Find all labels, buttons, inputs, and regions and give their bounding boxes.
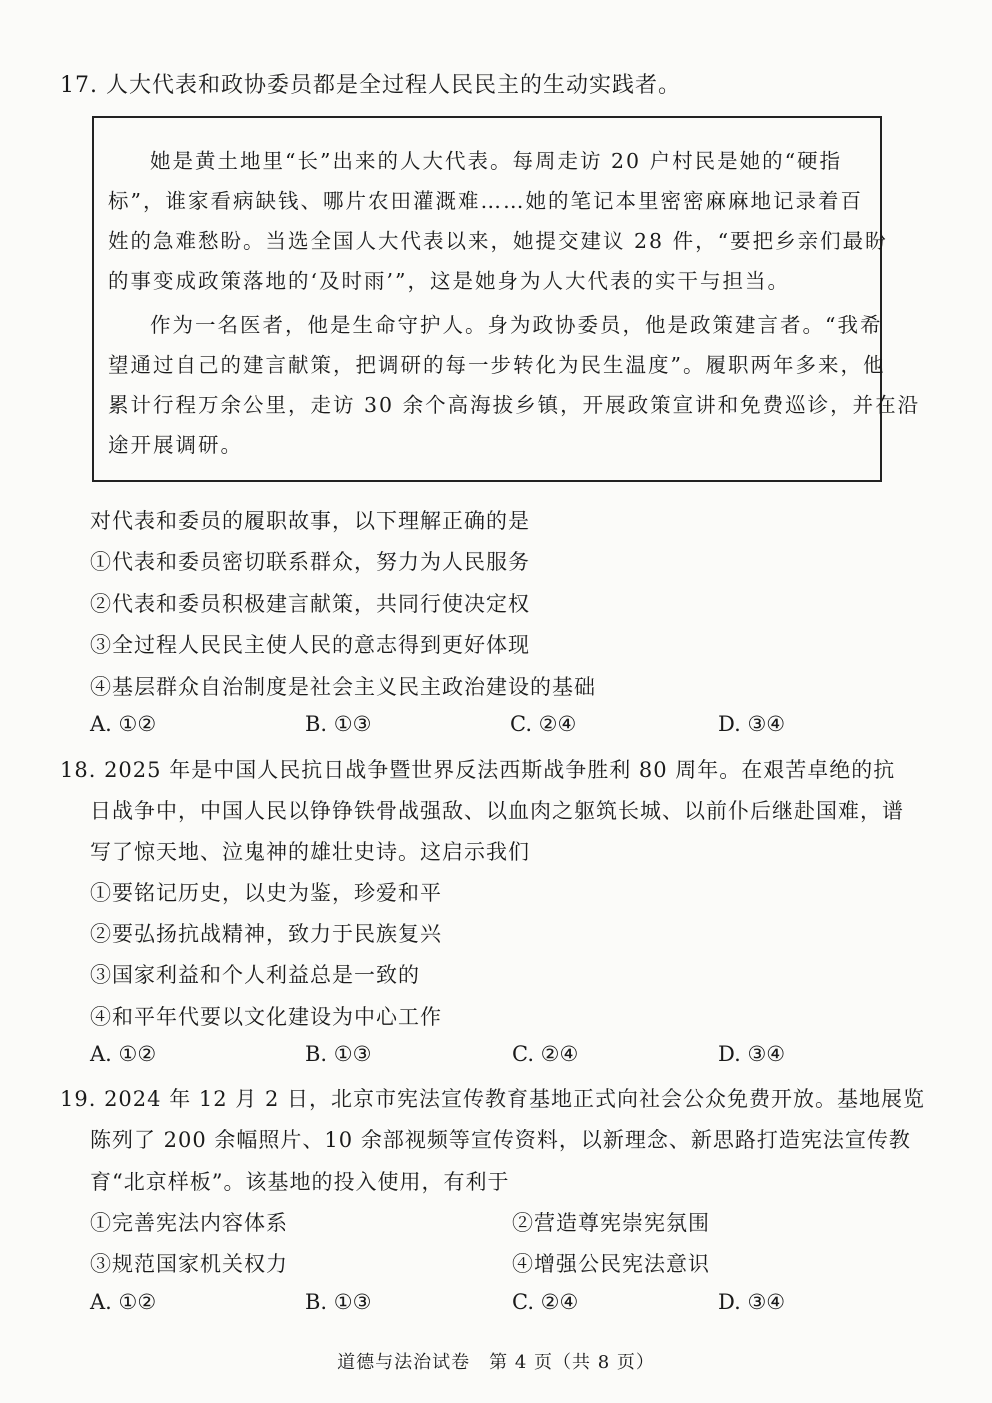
statement: ④基层群众自治制度是社会主义民主政治建设的基础 bbox=[90, 675, 596, 699]
q18-stem-line: 写了惊天地、泣鬼神的雄壮史诗。这启示我们 bbox=[90, 840, 530, 864]
statement: ④增强公民宪法意识 bbox=[512, 1252, 710, 1276]
option-b[interactable]: B. ①③ bbox=[305, 1042, 372, 1066]
statement: ①代表和委员密切联系群众，努力为人民服务 bbox=[90, 550, 530, 574]
material-line: 望通过自己的建言献策，把调研的每一步转化为民生温度”。履职两年多来，他 bbox=[108, 353, 886, 377]
statement: ②要弘扬抗战精神，致力于民族复兴 bbox=[90, 922, 442, 946]
q17-stem: 17. 人大代表和政协委员都是全过程人民民主的生动实践者。 bbox=[60, 73, 681, 98]
material-line: 途开展调研。 bbox=[108, 433, 243, 457]
option-b[interactable]: B. ①③ bbox=[305, 712, 372, 736]
page-footer: 道德与法治试卷 第 4 页（共 8 页） bbox=[337, 1352, 655, 1373]
statement: ①完善宪法内容体系 bbox=[90, 1211, 288, 1235]
q18-stem-line: 18. 2025 年是中国人民抗日战争暨世界反法西斯战争胜利 80 周年。在艰苦卓绝的抗 bbox=[60, 758, 896, 782]
statement: ③规范国家机关权力 bbox=[90, 1252, 288, 1276]
material-line: 作为一名医者，他是生命守护人。身为政协委员，他是政策建言者。“我希 bbox=[150, 313, 883, 337]
option-a[interactable]: A. ①② bbox=[90, 1290, 157, 1314]
statement: ③全过程人民民主使人民的意志得到更好体现 bbox=[90, 633, 530, 657]
q17-question: 对代表和委员的履职故事，以下理解正确的是 bbox=[90, 509, 530, 533]
statement: ③国家利益和个人利益总是一致的 bbox=[90, 963, 420, 987]
q17-material-box bbox=[92, 116, 921, 482]
option-a[interactable]: A. ①② bbox=[90, 1042, 157, 1066]
material-line: 累计行程万余公里，走访 30 余个高海拔乡镇，开展政策宣讲和免费巡诊，并在沿 bbox=[108, 393, 921, 417]
q18-stem-line: 日战争中，中国人民以铮铮铁骨战强敌、以血肉之躯筑长城、以前仆后继赴国难，谱 bbox=[90, 799, 904, 823]
option-d[interactable]: D. ③④ bbox=[718, 1290, 786, 1314]
option-d[interactable]: D. ③④ bbox=[718, 712, 786, 736]
q19-stem-line: 育“北京样板”。该基地的投入使用，有利于 bbox=[90, 1170, 510, 1194]
option-c[interactable]: C. ②④ bbox=[512, 1042, 579, 1066]
option-c[interactable]: C. ②④ bbox=[512, 1290, 579, 1314]
statement: ①要铭记历史，以史为鉴，珍爱和平 bbox=[90, 881, 442, 905]
q19-stem-line: 19. 2024 年 12 月 2 日，北京市宪法宣传教育基地正式向社会公众免费开放。基地展览 bbox=[60, 1087, 925, 1111]
material-line: 她是黄土地里“长”出来的人大代表。每周走访 20 户村民是她的“硬指 bbox=[150, 149, 843, 173]
option-a[interactable]: A. ①② bbox=[90, 712, 157, 736]
option-d[interactable]: D. ③④ bbox=[718, 1042, 786, 1066]
statement: ②代表和委员积极建言献策，共同行使决定权 bbox=[90, 592, 530, 616]
material-line: 姓的急难愁盼。当选全国人大代表以来，她提交建议 28 件，“要把乡亲们最盼 bbox=[108, 229, 888, 253]
material-line: 标”，谁家看病缺钱、哪片农田灌溉难……她的笔记本里密密麻麻地记录着百 bbox=[108, 189, 863, 213]
statement: ④和平年代要以文化建设为中心工作 bbox=[90, 1005, 442, 1029]
option-c[interactable]: C. ②④ bbox=[510, 712, 577, 736]
q19-stem-line: 陈列了 200 余幅照片、10 余部视频等宣传资料，以新理念、新思路打造宪法宣传教 bbox=[90, 1128, 911, 1152]
statement: ②营造尊宪崇宪氛围 bbox=[512, 1211, 710, 1235]
option-b[interactable]: B. ①③ bbox=[305, 1290, 372, 1314]
material-line: 的事变成政策落地的‘及时雨’”，这是她身为人大代表的实干与担当。 bbox=[108, 269, 791, 293]
